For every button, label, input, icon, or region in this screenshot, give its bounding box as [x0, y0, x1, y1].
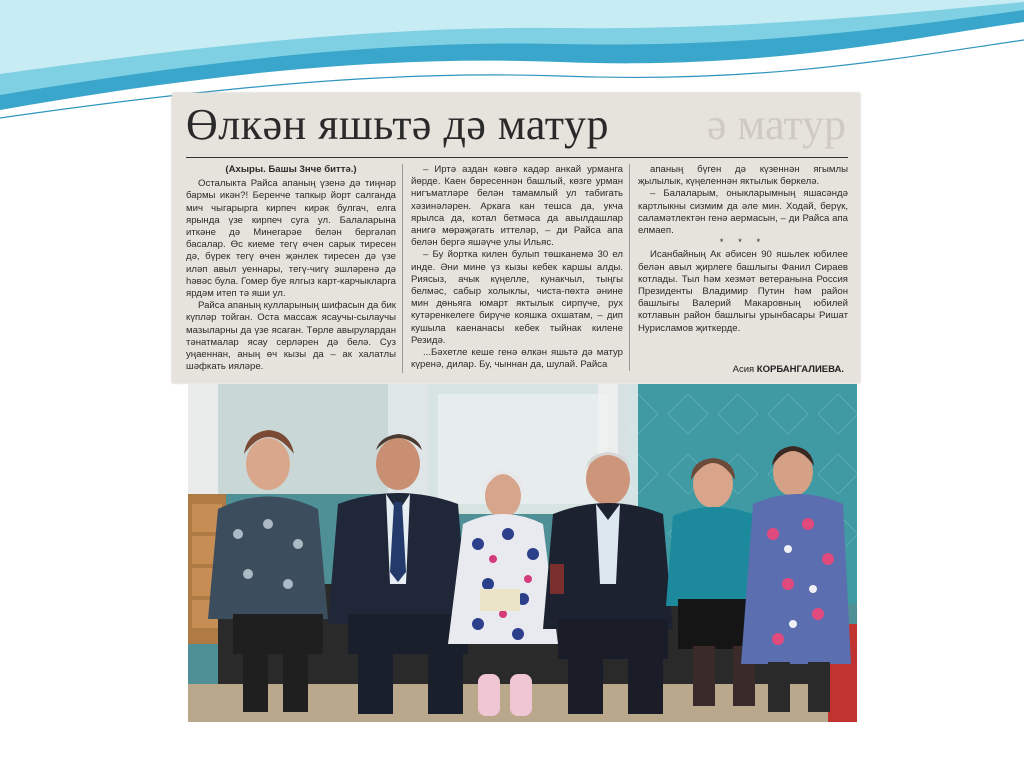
article-column-1: [186, 164, 403, 373]
article-subhead: (Ахыры. Башы 3нче биттә.): [225, 164, 357, 175]
paragraph: – Бу йортка килен булып төшканемә 30 ел инде. Әни мине үз кызы кебек каршы алды. Риясыз, ачык күңелле, кунакчыл, тыңгы белмәс, сабыр холыклы, чиста-пөхтә әнине мин дөньяга юмарт яктылык сирпүче, рух кутәренкелеге бирүче кояшка охшатам, – дип кушыла каенанасы кебек тыйнак килене Резидә.: [411, 249, 623, 346]
author-first-name: Асия: [732, 364, 755, 375]
headline-row: [186, 99, 848, 158]
group-photo-illustration: [188, 384, 857, 722]
paragraph: – Балаларым, оныкларымның яшасәндә картлыкны сизмим да әле мин. Ходай, берүк, саламәтлектән генә аермасын, – ди Райса апа елмаеп.: [638, 188, 848, 237]
bleed-through-headline: ә матур: [706, 100, 846, 149]
group-photo: [188, 384, 857, 722]
paragraph: Осталыкта Райса апаның үзенә дә тиңнәр бармы икән?! Беренче тапкыр йорт салганда мич чыгарырга кирпеч кирәк булгач, елга ярында үзе кирпеч суга ул. Балаларына иткәне дә Минегарәе белән бергәләп басалар. Өс киеме тегү өчен сарык тиресен дә, бүрек тегү өчен җәнлек тиресен дә үзе иләп авыл уеннары, тегү-чигү эшләренә дә һәвәс була. Гомер буе ялгыз карт-карчыкларга ярдәм итеп тә яши ул.: [186, 178, 396, 300]
paragraph: ...Бәхетле кеше генә өлкән яшьтә дә матур күренә, дилар. Бу, чыннан да, шулай. Райса: [411, 347, 623, 371]
article-column-3: [638, 164, 848, 335]
article-column-2: [411, 164, 630, 371]
newspaper-clipping: [172, 93, 860, 383]
article-author: [733, 364, 844, 375]
article-headline: Өлкән яшьтә дә матур: [186, 100, 609, 149]
paragraph: Райса апаның кулларының шифасын да бик күпләр тойган. Оста массаж ясаучы-сылаучы мазыларны да үзе ясаган. Төрле авырулардан тәнатмалар ясау серләрен дә белә. Суз уңаеннан, аның өч кызы да – ак халатлы шәфкать ияләре.: [186, 300, 396, 373]
section-separator: * * *: [719, 237, 767, 249]
paragraph: апаның бүген дә күзеннән ягымлы җылылык, күңеленнән яктылык бөркелә.: [638, 164, 848, 188]
article-columns: [186, 164, 848, 378]
author-last-name: КОРБАНГАЛИЕВА.: [756, 364, 844, 375]
paragraph: – Иртә аздан кәвгә кадәр анкай урманга йөрде. Каен бөресеннән башлый, көзге урман нигъматләре белән тамамлый ул табигать хәзинәләрен. Аркага кан тешса да, укча ярылса да, котал бетмәса да авылдашлар анигә мөрәҗәгать иттеләр, – ди Райса апа белән бергә яшәүче улы Ильяс.: [411, 164, 623, 249]
paragraph: Исанбайның Ак әбисен 90 яшьлек юбилее белән авыл җирлеге башлыгы Фанил Сираев котлады. Тыл һәм хезмәт ветеранына Россия Президенты Владимир Путин һәм район башлыгы Валерий Макаровның юбилей котлавын район башлыгы урынбасары Ришат Нурисламов җиткерде.: [638, 249, 848, 334]
